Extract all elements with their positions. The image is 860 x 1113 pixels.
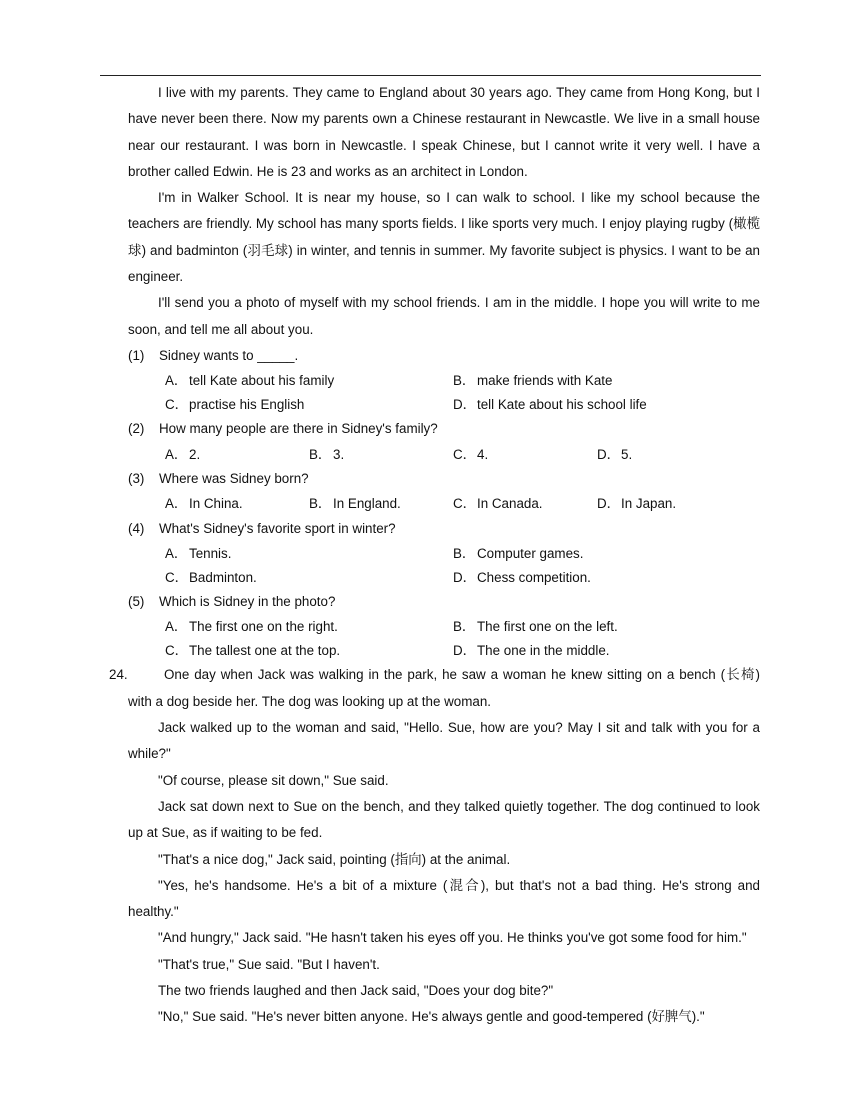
passage-paragraph: Jack sat down next to Sue on the bench, and they talked quietly together. The dog continued to look up at Sue, as if waiting to be fed. (128, 798, 760, 841)
passage-paragraph: I live with my parents. They came to England about 30 years ago. They came from Hong Kong, but I have never been there. Now my parents own a Chinese restaurant in Newcastle. We live in a small house near our restaurant. I was born in Newcastle. I speak Chinese, but I cannot write it very well. I have a brother called Edwin. He is 23 and works as an architect in London. (128, 85, 760, 179)
option-c[interactable] (165, 639, 453, 663)
option-text: The first one on the right. (189, 619, 338, 635)
option-d[interactable] (453, 393, 741, 417)
option-text: tell Kate about his family (189, 373, 335, 389)
passage-paragraph: "Yes, he's handsome. He's a bit of a mixture (混合), but that's not a bad thing. He's strong and healthy." (128, 877, 760, 920)
option-letter: C． (453, 446, 477, 462)
option-letter: B． (453, 373, 476, 389)
passage-paragraph: I'm in Walker School. It is near my house, so I can walk to school. I like my school because the teachers are friendly. My school has many sports fields. I like sports very much. I enjoy playing rugby (橄榄球) and badminton (羽毛球) in winter, and tennis in summer. My favorite subject is physics. I want to be an engineer. (128, 190, 760, 285)
passage-paragraph: I'll send you a photo of myself with my school friends. I am in the middle. I hope you will write to me soon, and tell me all about you. (128, 295, 760, 337)
option-a[interactable] (165, 369, 453, 393)
option-letter: D． (597, 446, 621, 462)
option-a[interactable] (165, 492, 309, 516)
option-text: The first one on the left. (477, 619, 618, 635)
option-c[interactable] (453, 492, 597, 516)
exam-page (109, 80, 760, 1031)
option-d[interactable] (453, 566, 741, 590)
option-a[interactable] (165, 542, 453, 566)
question-number: (3) (128, 471, 145, 487)
option-letter: A． (165, 619, 188, 635)
option-letter: A． (165, 546, 188, 562)
option-text: The tallest one at the top. (189, 642, 341, 658)
option-text: In Japan. (621, 496, 677, 512)
question-24-number: 24. (109, 667, 128, 683)
passage-paragraph: "That's a nice dog," Jack said, pointing (指向) at the animal. (158, 851, 511, 867)
passage-paragraph: Jack walked up to the woman and said, "Hello. Sue, how are you? May I sit and talk with you for a while?" (128, 720, 760, 762)
option-text: Computer games. (477, 546, 584, 562)
option-b[interactable] (453, 615, 741, 639)
option-text: Tennis. (189, 546, 232, 562)
question-stem: How many people are there in Sidney's family? (159, 421, 438, 437)
question-5 (128, 589, 760, 615)
option-letter: C． (165, 642, 189, 658)
question-2-options (128, 443, 760, 467)
option-letter: A． (165, 446, 188, 462)
question-2 (128, 416, 760, 442)
option-text: practise his English (189, 396, 305, 412)
question-5-options (128, 615, 760, 662)
question-4 (128, 516, 760, 542)
option-letter: A． (165, 373, 188, 389)
option-c[interactable] (165, 393, 453, 417)
question-3-options (128, 492, 760, 516)
option-a[interactable] (165, 443, 309, 467)
question-stem: Which is Sidney in the photo? (159, 594, 336, 610)
question-stem: What's Sidney's favorite sport in winter? (159, 520, 396, 536)
option-letter: D． (453, 569, 477, 585)
option-letter: C． (165, 569, 189, 585)
option-letter: B． (309, 496, 332, 512)
option-letter: B． (309, 446, 332, 462)
option-letter: B． (453, 546, 476, 562)
question-1 (128, 343, 760, 369)
paragraph-text: One day when Jack was walking in the park, he saw a woman he knew sitting on a bench (长椅) with a dog beside her. The dog was looking up at the woman. (128, 667, 760, 709)
option-b[interactable] (453, 369, 741, 393)
option-letter: C． (165, 396, 189, 412)
option-text: 2. (189, 446, 201, 462)
passage-paragraph: "That's true," Sue said. "But I haven't. (158, 956, 380, 972)
question-1-options (128, 369, 760, 416)
option-text: In England. (333, 496, 401, 512)
option-letter: A． (165, 496, 188, 512)
option-b[interactable] (309, 443, 453, 467)
option-text: 4. (477, 446, 489, 462)
question-24-first-paragraph (109, 662, 760, 715)
option-letter: C． (453, 496, 477, 512)
option-b[interactable] (453, 542, 741, 566)
option-text: Badminton. (189, 569, 257, 585)
passage-paragraph: "And hungry," Jack said. "He hasn't taken his eyes off you. He thinks you've got some food for him." (158, 930, 747, 946)
question-3 (128, 466, 760, 492)
passage-paragraph: "No," Sue said. "He's never bitten anyone. He's always gentle and good-tempered (好脾气)." (158, 1009, 705, 1025)
option-d[interactable] (597, 443, 741, 467)
option-d[interactable] (453, 639, 741, 663)
passage-paragraph: "Of course, please sit down," Sue said. (158, 772, 389, 788)
option-text: In Canada. (477, 496, 543, 512)
option-text: make friends with Kate (477, 373, 613, 389)
question-4-options (128, 542, 760, 589)
option-c[interactable] (165, 566, 453, 590)
option-text: 3. (333, 446, 345, 462)
option-text: tell Kate about his school life (477, 396, 647, 412)
option-letter: D． (453, 642, 477, 658)
question-number: (5) (128, 594, 145, 610)
question-stem: Where was Sidney born? (159, 471, 309, 487)
option-text: 5. (621, 446, 633, 462)
option-letter: D． (597, 496, 621, 512)
question-number: (2) (128, 421, 145, 437)
option-text: In China. (189, 496, 243, 512)
option-c[interactable] (453, 443, 597, 467)
header-rule (100, 75, 761, 76)
question-number: (1) (128, 347, 145, 363)
option-d[interactable] (597, 492, 741, 516)
option-text: Chess competition. (477, 569, 591, 585)
option-letter: B． (453, 619, 476, 635)
passage-paragraph: The two friends laughed and then Jack said, "Does your dog bite?" (158, 983, 554, 999)
option-a[interactable] (165, 615, 453, 639)
option-text: The one in the middle. (477, 642, 610, 658)
question-number: (4) (128, 520, 145, 536)
option-b[interactable] (309, 492, 453, 516)
question-stem: Sidney wants to _____. (159, 347, 299, 363)
option-letter: D． (453, 396, 477, 412)
